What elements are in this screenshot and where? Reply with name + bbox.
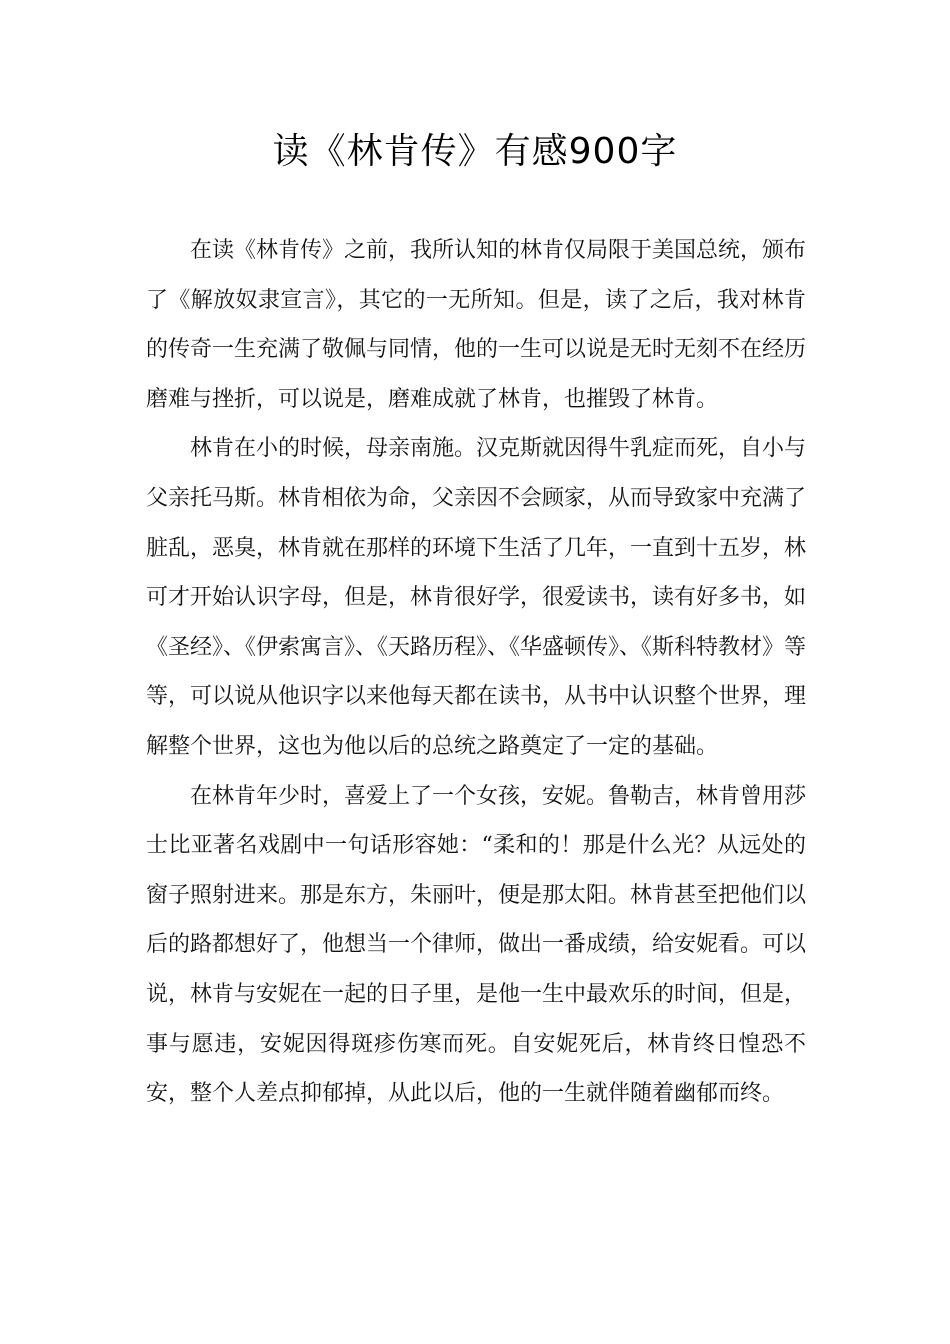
document-title: 读《林肯传》有感900字 <box>272 131 678 172</box>
document-body <box>146 226 806 1119</box>
paragraph: 在读《林肯传》之前，我所认知的林肯仅局限于美国总统，颁布了《解放奴隶宣言》，其它的一无所知。但是，读了之后，我对林肯的传奇一生充满了敬佩与同情，他的一生可以说是无时无刻不在经历磨难与挫折，可以说是，磨难成就了林肯，也摧毁了林肯。 <box>146 238 807 412</box>
paragraph: 林肯在小的时候，母亲南施。汉克斯就因得牛乳症而死，自小与父亲托马斯。林肯相依为命，父亲因不会顾家，从而导致家中充满了脏乱，恶臭，林肯就在那样的环境下生活了几年，一直到十五岁，林可才开始认识字母，但是，林肯很好学，很爱读书，读有好多书，如《圣经》、《伊索寓言》、《天路历程》、《华盛顿传》、《斯科特教材》等等，可以说从他识字以来他每天都在读书，从书中认识整个世界，理解整个世界，这也为他以后的总统之路奠定了一定的基础。 <box>146 436 807 759</box>
paragraph: 在林肯年少时，喜爱上了一个女孩，安妮。鲁勒吉，林肯曾用莎士比亚著名戏剧中一句话形容她：“柔和的！那是什么光？从远处的窗子照射进来。那是东方，朱丽叶，便是那太阳。林肯甚至把他们以后的路都想好了，他想当一个律师，做出一番成绩，给安妮看。可以说，林肯与安妮在一起的日子里，是他一生中最欢乐的时间，但是，事与愿违，安妮因得斑疹伤寒而死。自安妮死后，林肯终日惶恐不安，整个人差点抑郁掉，从此以后，他的一生就伴随着幽郁而终。 <box>146 783 807 1107</box>
